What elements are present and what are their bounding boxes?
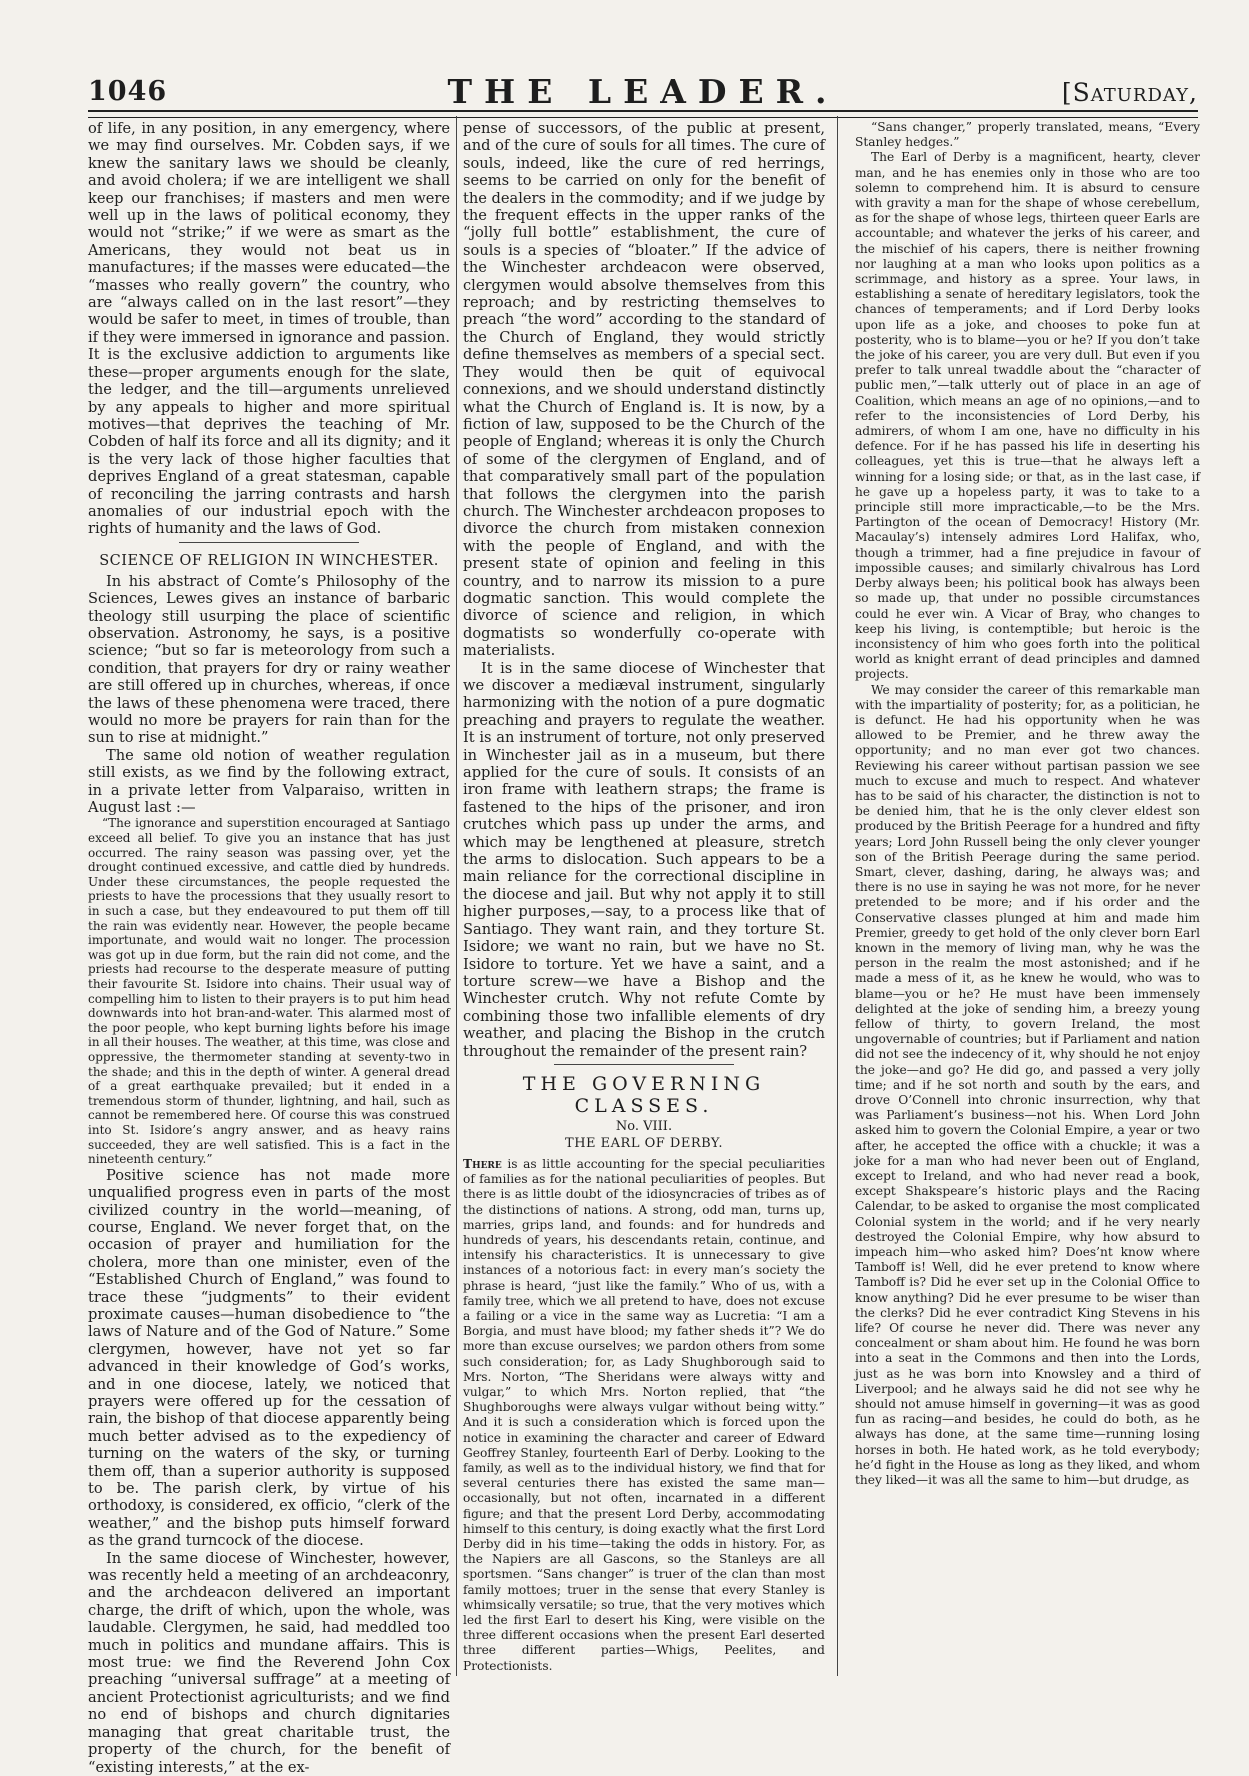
paragraph: “Sans changer,” properly translated, means, “Every Stanley hedges.” — [855, 120, 1200, 150]
article-winchester — [88, 573, 450, 817]
paragraph: In the same diocese of Winchester, however, was recently held a meeting of an archdeaconry, and the archdeacon delivered an important charge, the drift of which, upon the whole, was laudable. Clergymen, he said, had meddled too much in politics and mundane affairs. This is most true: we find the Reverend John Cox preaching “universal suffrage” at a meeting of ancient Protectionist agriculturists; and we find no end of bishops and church dignitaries managing that great charitable trust, the property of the church, for the benefit of “existing interests,” at the ex- — [88, 1549, 450, 1776]
article-winchester-body — [88, 1167, 450, 1776]
column-2 — [463, 120, 825, 1675]
article-cobden-continued — [88, 120, 450, 538]
section-divider — [554, 1064, 734, 1065]
section-title-winchester: SCIENCE OF RELIGION IN WINCHESTER. — [99, 552, 439, 569]
letter-extract — [88, 816, 450, 1166]
paragraph: It is in the same diocese of Winchester that we discover a mediæval instrument, singularly harmonizing with the notion of a pure dogmatic preaching and prayers to regulate the weather. It is an instrument of torture, not only preserved in Winchester jail as in a museum, but there applied for the cure of souls. It consists of an iron frame with leathern straps; the frame is fastened to the hips of the prisoner, and iron crutches which pass up under the arms, and which may be lengthened at pleasure, stretch the arms to dislocation. Such appears to be a main reliance for the correctional discipline in the diocese and jail. But why not apply it to still higher purposes,—say, to a process like that of Santiago. They want rain, and they torture St. Isidore; we want no rain, but we have no St. Isidore to torture. Yet we have a saint, and a torture screw—we have a Bishop and the Winchester crutch. Why not refute Comte by combining those two infallible elements of dry weather, and placing the Bishop in the crutch throughout the remainder of the present rain? — [463, 659, 825, 1060]
article-earl-of-derby — [463, 1157, 825, 1674]
paragraph: The Earl of Derby is a magnificent, hearty, clever man, and he has enemies only in those who are too solemn to comprehend him. It is absurd to censure with gravity a man for the shape of whose cerebellum, as for the shape of whose legs, thirteen queer Earls are accountable; and whatever the jerks of his career, and the mischief of his capers, there is neither frowning nor laughing at a man who looks upon politics as a scrimmage, and history as a spree. Your laws, in establishing a senate of hereditary legislators, took the chances of temperaments; and if Lord Derby looks upon life as a joke, and chooses to poke fun at posterity, who is to blame—you or he? If you don’t take the joke of his career, you are very dull. But even if you prefer to talk unreal twaddle about the “character of public men,”—talk utterly out of place in an age of Coalition, which means an age of no opinions,—and to refer to the inconsistencies of Lord Derby, his admirers, of whom I am one, have no difficulty in his defence. For if he has passed his life in deserting his colleagues, yet this is true—that he always left a winning for a losing side; or that, as in the last case, if he gave up a hopeless party, it was to take to a principle still more impracticable,—to be the Mrs. Partington of the ocean of Democracy! History (Mr. Macaulay’s) intensely admires Lord Halifax, who, though a trimmer, had a fine prejudice in favour of impossible causes; and similarly chivalrous has Lord Derby always been; his political book has always been so made up, that under no possible circumstances could he ever win. A Vicar of Bray, who changes to keep his living, is contemptible; but heroic is the inconsistency of him who goes forth into the political world as knight errant of dead principles and damned projects. — [855, 150, 1200, 682]
paragraph — [463, 1157, 825, 1674]
article-winchester-continued — [463, 120, 825, 1060]
paragraph: In his abstract of Comte’s Philosophy of the Sciences, Lewes gives an instance of barbaric theology still usurping the place of scientific observation. Astronomy, he says, is a positive science; “but so far is meteorology from such a condition, that prayers for dry or rainy weather are still offered up in churches, whereas, if once the laws of these phenomena were traced, there would no more be prayers for rain than for the sun to rise at midnight.” — [88, 572, 450, 747]
section-divider — [179, 542, 359, 543]
column-1 — [88, 120, 450, 1776]
paragraph-text: is as little accounting for the special peculiarities of families as for the national peculiarities of peoples. But there is as little doubt of the idiosyncracies of tribes as of the distinctions of nations. A strong, odd man, turns up, marries, grips land, and founds: and for hundreds and hundreds of years, his descendants retain, continue, and intensify his characteristics. It is unnecessary to give instances of a notorious fact: in every man’s society the phrase is heard, “just like the family.” Who of us, with a family tree, which we all pretend to have, does not excuse a failing or a vice in the same way as Lucretia: “I am a Borgia, and must have blood; my father sheds it”? We do more than excuse ourselves; we pardon others from some such consideration; for, as Lady Shughborough said to Mrs. Norton, “The Sheridans were always witty and vulgar,” to which Mrs. Norton replied, that “the Shughboroughs were always vulgar without being witty.” And it is such a consideration which is forced upon the notice in examining the character and career of Edward Geoffrey Stanley, fourteenth Earl of Derby. Looking to the family, as well as to the individual history, we find that for several centuries there has existed the same man—occasionally, but not often, incarnated in a different figure; and that the present Lord Derby, accommodating himself to this century, is doing exactly what the first Lord Derby did in his time—taking the odds in history. For, as the Napiers are all Gascons, so the Stanleys are all sportsmen. “Sans changer” is truer of the clan than most family mottoes; truer in the sense that every Stanley is whimsically versatile; so true, that the very motives which led the first Earl to desert his King, were visible on the three different occasions when the present Earl deserted three different parties—Whigs, Peelites, and Protectionists. — [463, 1156, 825, 1673]
column-3 — [855, 120, 1200, 1675]
column-divider-1 — [456, 116, 457, 1676]
section-title-governing-classes: THE GOVERNING CLASSES. — [522, 1072, 766, 1117]
drop-word: There — [463, 1156, 502, 1171]
header-rule — [88, 110, 1198, 118]
section-subtitle: THE EARL OF DERBY. — [565, 1135, 723, 1151]
article-earl-of-derby-continued — [855, 120, 1200, 1488]
paragraph: The same old notion of weather regulation still exists, as we find by the following extract, in a private letter from Valparaiso, written in August last :— — [88, 746, 450, 817]
column-divider-2 — [837, 116, 838, 1676]
page-number: 1046 — [88, 76, 168, 107]
issue-day: [Saturday, — [1061, 78, 1198, 107]
paragraph: Positive science has not made more unqualified progress even in parts of the most civilized country in the world—meaning, of course, England. We never forget that, on the occasion of prayer and humiliation for the cholera, more than one minister, even of the “Established Church of England,” was found to trace these “judgments” to their evident proximate causes—human disobedience to “the laws of Nature and of the God of Nature.” Some clergymen, however, have not yet so far advanced in their knowledge of God’s works, and in one diocese, lately, we noticed that prayers were offered up for the cessation of rain, the bishop of that diocese apparently being much better advised as to the expediency of turning on the waters of the sky, or turning them off, than a superior authority is supposed to be. The parish clerk, by virtue of his orthodoxy, is considered, ex officio, “clerk of the weather,” and the bishop puts himself forward as the grand turncock of the diocese. — [88, 1166, 450, 1550]
paragraph: of life, in any position, in any emergency, where we may find ourselves. Mr. Cobden says, if we knew the sanitary laws we should be cleanly, and avoid cholera; if we are intelligent we shall keep our franchises; if masters and men were well up in the laws of political economy, they would not “strike;” if we were as smart as the Americans, they would not beat us in manufactures; if the masses were educated—the “masses who really govern” the country, who are “always called on in the last resort”—they would be safer to meet, in times of trouble, than if they were immersed in ignorance and passion. It is the exclusive addiction to arguments like these—proper arguments enough for the slate, the ledger, and the till—arguments unrelieved by any appeals to higher and more spiritual motives—that deprives the teaching of Mr. Cobden of half its force and all its dignity; and it is the very lack of those higher faculties that deprives England of a great statesman, capable of reconciling the jarring contrasts and harsh anomalies of our industrial epoch with the rights of humanity and the laws of God. — [88, 120, 450, 538]
paragraph: We may consider the career of this remarkable man with the impartiality of posterity; for, as a politician, he is defunct. He had his opportunity when he was allowed to be Premier, and he threw away the opportunity; and no man ever got two chances. Reviewing his career without partisan passion we see much to excuse and much to respect. And whatever has to be said of his character, the distinction is not to be denied him, that he is the only clever eldest son produced by the British Peerage for a hundred and fifty years; Lord John Russell being the only clever younger son of the British Peerage during the same period. Smart, clever, dashing, daring, he always was; and there is no use in saying he was not more, for he never pretended to be more; and if his order and the Conservative classes plunged at him and made him Premier, greedy to get hold of the only clever born Earl known in the memory of living man, why he was the person in the realm the most astonished; and if he made a mess of it, as he knew he would, who was to blame—you or he? He must have been immensely delighted at the joke of sending him, a breezy young fellow of thirty, to govern Ireland, the most ungovernable of countries; but if Parliament and nation did not see the indecency of it, why should he not enjoy the joke—and go? He did go, and passed a very jolly time; and if he sot north and south by the ears, and drove O’Connell into chronic insurrection, why that was Parliament’s business—not his. When Lord John asked him to govern the Colonial Empire, a year or two after, he accepted the office with a chuckle; it was a joke for a man who had never been out of England, except to Ireland, and who had never read a book, except Shakspeare’s historic plays and the Racing Calendar, to be asked to organise the most complicated Colonial system in the world; and if he very nearly destroyed the Colonial Empire, why how absurd to impeach him—who asked him? Does’nt know where Tamboff is! Well, did he ever pretend to know where Tamboff is? Did he ever set up in the Colonial Office to know anything? Did he ever presume to be wiser than the clerks? Did he ever contradict King Stevens in his life? Of course he never did. There was never any concealment or sham about him. He found he was born into a seat in the Commons and then into the Lords, just as he was born into Knowsley and a third of Liverpool; and he always said he did not see why he should not amuse himself in governing—it was as good fun as racing—and besides, he could do both, as he always has done, at the same time—running losing horses in both. He hated work, as he told everybody; he’d fight in the House as long as they liked, and whom they liked—it was all the same to him—but drudge, as — [855, 682, 1200, 1488]
quote-paragraph: “The ignorance and superstition encouraged at Santiago exceed all belief. To give you an instance that has just occurred. The rainy season was passing over, yet the drought continued excessive, and cattle died by hundreds. Under these circumstances, the people requested the priests to have the processions that they usually resort to in such a case, but they endeavoured to put them off till the rain was evidently near. However, the people became importunate, and would wait no longer. The procession was got up in due form, but the rain did not come, and the priests had recourse to the desperate measure of putting their favourite St. Isidore into chains. Their usual way of compelling him to listen to their prayers is to put him head downwards into hot bran-and-water. This alarmed most of the poor people, who kept burning lights before his image in all their houses. The weather, at this time, was close and oppressive, the thermometer standing at seventy-two in the shade; and this in the depth of winter. A general dread of a great earthquake prevailed; but it ended in a tremendous storm of thunder, lightning, and hail, such as cannot be remembered here. Of course this was construed into St. Isidore’s angry answer, and as heavy rains succeeded, they are well satisfied. This is a fact in the nineteenth century.” — [88, 816, 450, 1167]
section-number: No. VIII. — [615, 1118, 673, 1134]
masthead-title: THE LEADER. — [447, 72, 839, 111]
paragraph: pense of successors, of the public at present, and of the cure of souls for all times. The cure of souls, indeed, like the cure of red herrings, seems to be carried on only for the benefit of the dealers in the commodity; and if we judge by the frequent effects in the upper ranks of the “jolly full bottle” establishment, the cure of souls is a species of “bloater.” If the advice of the Winchester archdeacon were observed, clergymen would absolve themselves from this reproach; and by restricting themselves to preach “the word” according to the standard of the Church of England, they would strictly define themselves as members of a special sect. They would then be quit of equivocal connexions, and we should understand distinctly what the Church of England is. It is now, by a fiction of law, supposed to be the Church of the people of England; whereas it is only the Church of some of the clergymen of England, and of that comparatively small part of the population that follows the clergymen into the parish church. The Winchester archdeacon proposes to divorce the church from mistaken connexion with the people of England, and with the present state of opinion and feeling in this country, and to narrow its mission to a pure dogmatic sanction. This would complete the divorce of science and religion, in which dogmatists so wonderfully co-operate with materialists. — [463, 120, 825, 660]
page-header — [88, 72, 1198, 112]
